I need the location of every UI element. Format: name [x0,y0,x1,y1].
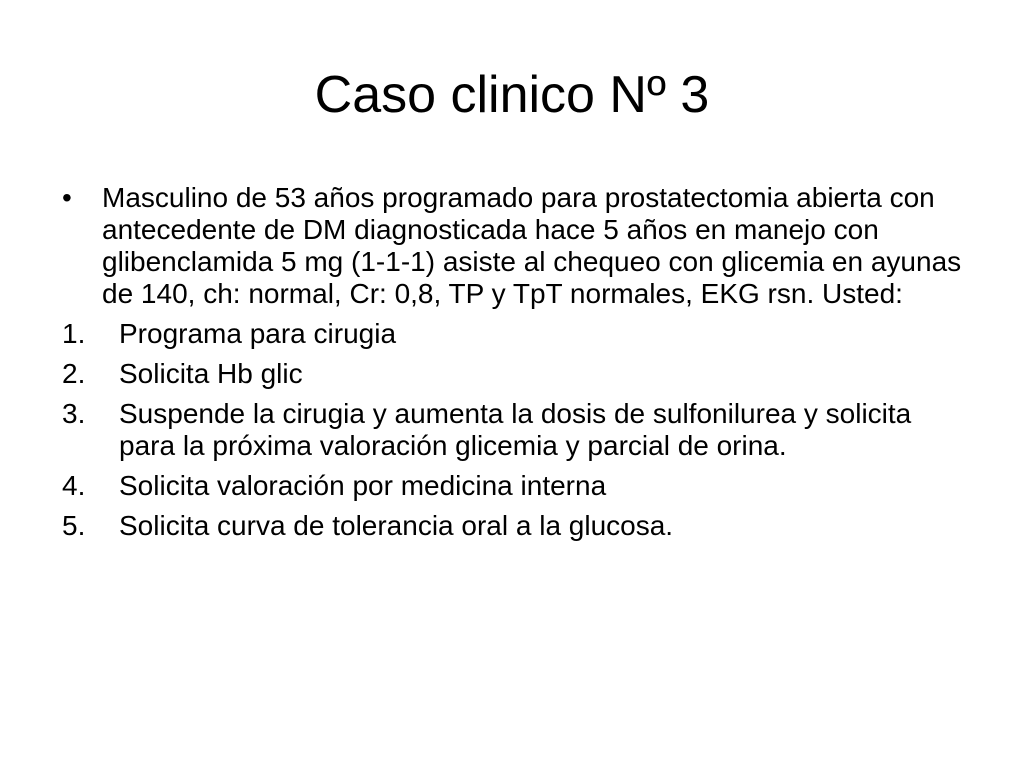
option-item-5 [62,510,962,542]
option-text: Solicita curva de tolerancia oral a la glucosa. [119,510,674,541]
slide-body [62,182,962,550]
option-item-3 [62,398,962,462]
option-text: Solicita Hb glic [119,358,303,389]
option-text: Programa para cirugia [119,318,397,349]
option-number: 1. [62,318,86,349]
option-number: 4. [62,470,86,501]
option-number: 3. [62,398,86,429]
option-number: 5. [62,510,86,541]
option-number: 2. [62,358,86,389]
option-text: Solicita valoración por medicina interna [119,470,607,501]
option-item-1 [62,318,962,350]
option-text: Suspende la cirugia y aumenta la dosis de sulfonilurea y solicita para la próxima valoración glicemia y parcial de orina. [119,398,912,461]
case-description-text: Masculino de 53 años programado para prostatectomia abierta con antecedente de DM diagnosticada hace 5 años en manejo con glibenclamida 5 mg (1-1-1) asiste al chequeo con glicemia en ayunas de 140, ch: normal, Cr: 0,8, TP y TpT normales, EKG rsn. Usted: [102,182,962,309]
slide-title: Caso clinico Nº 3 [314,66,710,124]
option-item-2 [62,358,962,390]
option-item-4 [62,470,962,502]
bullet-marker: • [62,182,72,213]
case-description [62,182,962,310]
